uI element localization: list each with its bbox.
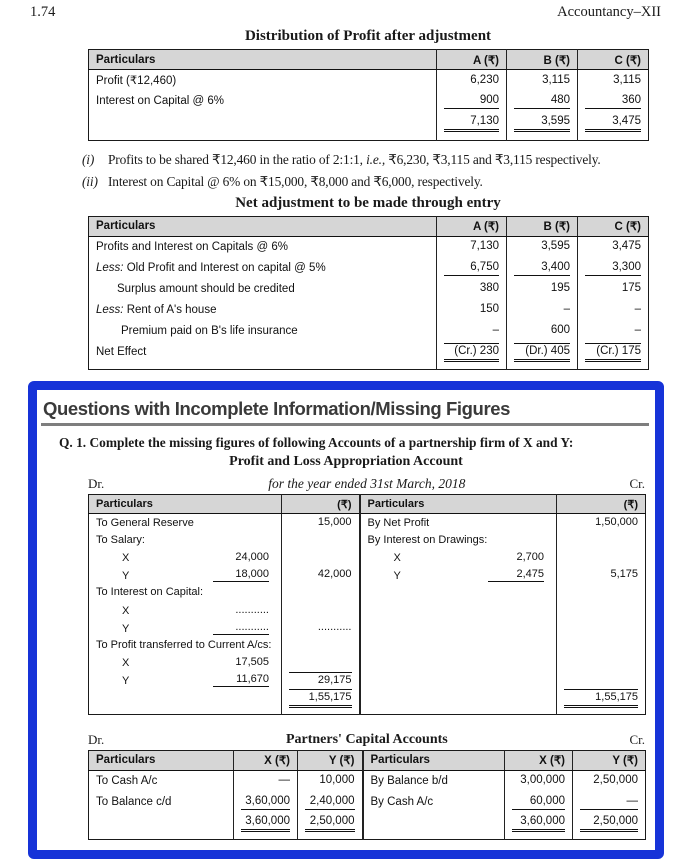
debit-amount-cell: 42,000 [282, 566, 360, 584]
debit-amount-cell [282, 549, 360, 567]
amount-b-cell: 195 [507, 278, 578, 299]
amount-b-cell: 3,400 [507, 257, 578, 278]
debit-amount-cell: 29,175 [282, 671, 360, 689]
credit-amount-cell [557, 584, 646, 602]
dr-label: Dr. [88, 476, 105, 491]
amount-b-cell: 600 [507, 320, 578, 341]
credit-particulars-cell [360, 584, 557, 602]
table-header-row [89, 750, 646, 770]
col-a-header: A (₹) [437, 216, 507, 236]
table-row [89, 601, 646, 619]
table-row [89, 654, 646, 672]
particulars-cell: Profits and Interest on Capitals @ 6% [96, 240, 288, 253]
table-row [89, 531, 646, 549]
distribution-table [88, 49, 649, 141]
table-header-row [89, 50, 649, 70]
question-text: Complete the missing figures of following Accounts of a partnership firm of X and Y: [89, 435, 574, 450]
amount-a-cell: 150 [437, 299, 507, 320]
credit-amount-cell [557, 671, 646, 689]
table-row [89, 70, 649, 91]
table-row [89, 636, 646, 654]
particulars-cell: Premium paid on B's life insurance [121, 324, 298, 337]
y-header: Y (₹) [573, 750, 646, 770]
particulars-cell: Less: Old Profit and Interest on capital @ 5% [96, 261, 326, 274]
debit-amount-cell [282, 636, 360, 654]
credit-amount-cell: 1,50,000 [557, 514, 646, 532]
credit-particulars-cell [360, 636, 557, 654]
debit-particulars-cell: Y 18,000 [122, 568, 269, 583]
amount-a-cell: 7,130 [437, 236, 507, 257]
debit-amount-cell: ........... [282, 619, 360, 637]
amount-c-cell: 175 [578, 278, 649, 299]
col-b-header: B (₹) [507, 50, 578, 70]
page-header [0, 0, 683, 22]
credit-y-total-cell: 2,50,000 [573, 812, 646, 840]
table-row [89, 236, 649, 257]
credit-y-cell: — [573, 791, 646, 812]
particulars-header: Particulars [89, 750, 234, 770]
debit-particulars-cell: To Profit transferred to Current A/cs: [96, 638, 272, 651]
credit-particulars-cell: By Cash A/c [363, 791, 505, 812]
credit-particulars-cell: By Balance b/d [363, 770, 505, 791]
amount-a-cell: 380 [437, 278, 507, 299]
amount-header: (₹) [282, 495, 360, 514]
table-row [89, 566, 646, 584]
table-row [89, 299, 649, 320]
credit-amount-cell [557, 549, 646, 567]
credit-particulars-cell [363, 812, 505, 840]
book-title: Accountancy–XII [557, 4, 661, 20]
table-total-row [89, 112, 649, 141]
credit-y-cell: 2,50,000 [573, 770, 646, 791]
debit-particulars-cell: X ........... [122, 603, 269, 617]
credit-amount-cell [557, 636, 646, 654]
notes [82, 149, 662, 193]
amount-b-cell: – [507, 299, 578, 320]
pl-account-title: Profit and Loss Appropriation Account [229, 454, 463, 469]
particulars-header: Particulars [363, 750, 505, 770]
cr-label: Cr. [629, 476, 645, 491]
credit-particulars-cell [360, 654, 557, 672]
particulars-header: Particulars [360, 495, 557, 514]
capital-drcr-line [88, 726, 645, 748]
period-label: for the year ended 31st March, 2018 [268, 476, 466, 491]
total-a-cell: 7,130 [437, 112, 507, 141]
credit-particulars-cell [360, 601, 557, 619]
table-row [89, 584, 646, 602]
amount-c-cell: 360 [578, 91, 649, 112]
amount-header: (₹) [557, 495, 646, 514]
debit-amount-cell [282, 531, 360, 549]
particulars-cell: Interest on Capital @ 6% [96, 95, 225, 107]
col-c-header: C (₹) [578, 50, 649, 70]
section-heading: Questions with Incomplete Information/Missing Figures [41, 396, 649, 426]
amount-b-cell: 3,115 [507, 70, 578, 91]
debit-y-total-cell: 2,50,000 [298, 812, 363, 840]
debit-particulars-cell: To Cash A/c [96, 774, 158, 787]
amount-a-cell: – [437, 320, 507, 341]
particulars-header: Particulars [89, 495, 282, 514]
question-number: Q. 1. [59, 435, 87, 450]
credit-x-total-cell: 3,60,000 [505, 812, 573, 840]
particulars-header: Particulars [89, 216, 437, 236]
table-row [89, 278, 649, 299]
note-item [82, 149, 662, 171]
net-adjustment-title: Net adjustment to be made through entry [235, 194, 501, 211]
particulars-cell [89, 112, 437, 141]
amount-b-cell: 480 [507, 91, 578, 112]
note-text: Interest on Capital @ 6% on ₹15,000, ₹8,000 and ₹6,000, respectively. [108, 173, 483, 189]
table-row [89, 91, 649, 112]
credit-particulars-cell: X 2,700 [360, 549, 557, 567]
col-c-header: C (₹) [578, 216, 649, 236]
page-number: 1.74 [30, 4, 56, 20]
credit-particulars-cell [360, 689, 557, 715]
note-text: Profits to be shared ₹12,460 in the ratio of 2:1:1, [108, 151, 367, 167]
debit-particulars-cell: Y 11,670 [122, 673, 269, 688]
amount-c-cell: – [578, 320, 649, 341]
debit-particulars-cell [89, 689, 282, 715]
debit-amount-cell [282, 584, 360, 602]
credit-amount-cell [557, 654, 646, 672]
table-total-row [89, 341, 649, 370]
debit-particulars-cell: To Balance c/d [96, 795, 172, 808]
table-row [89, 257, 649, 278]
debit-amount-cell [282, 601, 360, 619]
table-row [89, 770, 646, 791]
debit-particulars-cell: To Interest on Capital: [96, 586, 204, 599]
debit-particulars-cell: To General Reserve [96, 516, 194, 529]
debit-particulars-cell: To Salary: [96, 533, 145, 546]
amount-c-cell: – [578, 299, 649, 320]
debit-y-cell: 10,000 [298, 770, 363, 791]
credit-amount-cell [557, 619, 646, 637]
particulars-header: Particulars [89, 50, 437, 70]
total-b-cell: 3,595 [507, 112, 578, 141]
credit-total-cell: 1,55,175 [557, 689, 646, 715]
credit-x-cell: 60,000 [505, 791, 573, 812]
amount-a-cell: 6,750 [437, 257, 507, 278]
question-1 [59, 435, 641, 451]
table-row [89, 671, 646, 689]
credit-amount-cell [557, 531, 646, 549]
credit-particulars-cell [360, 671, 557, 689]
debit-y-cell: 2,40,000 [298, 791, 363, 812]
pl-appropriation-table [88, 494, 646, 715]
pl-drcr-line [88, 473, 645, 492]
net-effect-a-cell: (Cr.) 230 [437, 341, 507, 370]
table-row [89, 791, 646, 812]
credit-particulars-cell [360, 619, 557, 637]
debit-amount-cell [282, 654, 360, 672]
total-c-cell: 3,475 [578, 112, 649, 141]
table-row [89, 619, 646, 637]
debit-particulars-cell: X 24,000 [122, 551, 269, 565]
amount-a-cell: 900 [437, 91, 507, 112]
note-text: ₹6,230, ₹3,115 and ₹3,115 respectively. [385, 151, 601, 167]
debit-particulars-cell [89, 812, 234, 840]
particulars-cell: Surplus amount should be credited [117, 282, 295, 295]
debit-particulars-cell: Y ........... [122, 620, 269, 635]
note-marker: (ii) [82, 173, 98, 189]
credit-amount-cell: 5,175 [557, 566, 646, 584]
debit-amount-cell: 15,000 [282, 514, 360, 532]
particulars-cell: Less: Rent of A's house [96, 303, 217, 316]
debit-x-total-cell: 3,60,000 [234, 812, 298, 840]
capital-accounts-table [88, 750, 646, 841]
table-row [89, 549, 646, 567]
cr-label: Cr. [629, 731, 645, 747]
debit-total-cell: 1,55,175 [282, 689, 360, 715]
particulars-cell: Net Effect [96, 346, 147, 358]
x-header: X (₹) [234, 750, 298, 770]
col-b-header: B (₹) [507, 216, 578, 236]
table-row [89, 320, 649, 341]
table-row [89, 514, 646, 532]
table-header-row [89, 216, 649, 236]
amount-c-cell: 3,115 [578, 70, 649, 91]
questions-section-box [28, 381, 664, 859]
amount-b-cell: 3,595 [507, 236, 578, 257]
credit-amount-cell [557, 601, 646, 619]
net-adjustment-table [88, 216, 649, 371]
dr-label: Dr. [88, 731, 105, 747]
table-total-row [89, 689, 646, 715]
x-header: X (₹) [505, 750, 573, 770]
credit-particulars-cell: By Interest on Drawings: [360, 531, 557, 549]
debit-x-cell: — [234, 770, 298, 791]
amount-c-cell: 3,300 [578, 257, 649, 278]
note-text-italic: i.e., [366, 151, 386, 167]
col-a-header: A (₹) [437, 50, 507, 70]
amount-a-cell: 6,230 [437, 70, 507, 91]
capital-accounts-title: Partners' Capital Accounts [285, 731, 448, 747]
particulars-cell: Profit (₹12,460) [96, 75, 177, 88]
distribution-table-title: Distribution of Profit after adjustment [244, 28, 492, 44]
credit-x-cell: 3,00,000 [505, 770, 573, 791]
table-header-row [89, 495, 646, 514]
table-total-row [89, 812, 646, 840]
net-effect-b-cell: (Dr.) 405 [507, 341, 578, 370]
debit-x-cell: 3,60,000 [234, 791, 298, 812]
note-marker: (i) [82, 151, 95, 167]
debit-particulars-cell: X 17,505 [122, 656, 269, 670]
net-effect-c-cell: (Cr.) 175 [578, 341, 649, 370]
credit-particulars-cell: By Net Profit [360, 514, 557, 532]
amount-c-cell: 3,475 [578, 236, 649, 257]
note-item [82, 171, 662, 193]
y-header: Y (₹) [298, 750, 363, 770]
credit-particulars-cell: Y 2,475 [360, 566, 557, 584]
